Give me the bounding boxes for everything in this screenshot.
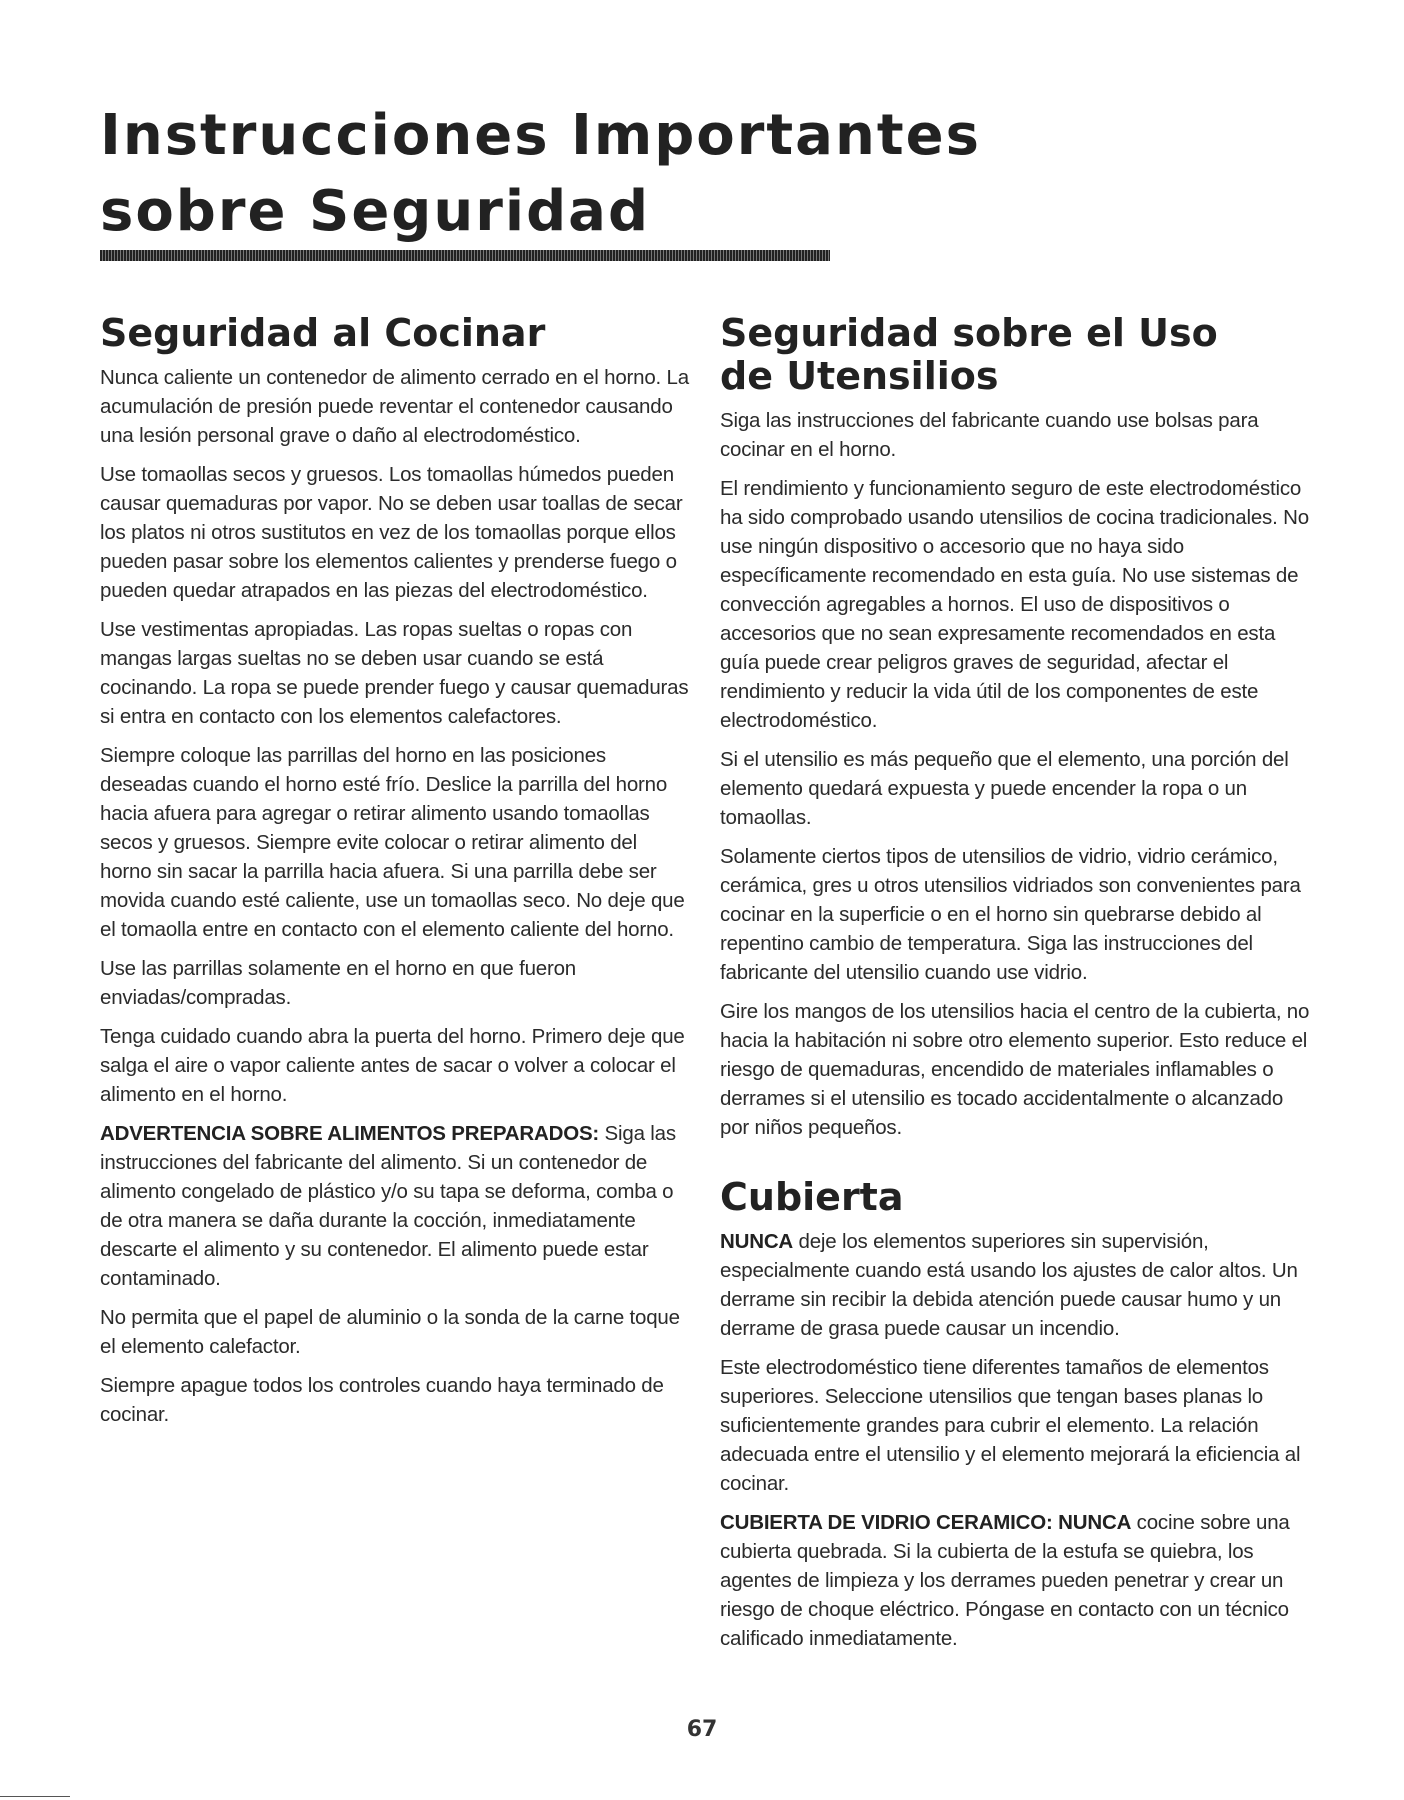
page-title	[100, 98, 1000, 250]
paragraph-text: Este electrodoméstico tiene diferentes tamaños de elementos superiores. Seleccione utensilios que tengan bases planas lo suficientemente grandes para cubrir el elemento. La relación adecuada entre el utensilio y el elemento mejorará la eficiencia al cocinar.	[720, 1356, 1301, 1495]
left-column	[100, 312, 690, 1439]
crop-mark	[0, 1796, 70, 1797]
paragraph-lead: NUNCA	[720, 1230, 794, 1253]
paragraph	[100, 460, 690, 605]
paragraph-text: Use tomaollas secos y gruesos. Los tomaollas húmedos pueden causar quemaduras por vapor. No se deben usar toallas de secar los platos ni otros sustitutos en vez de los tomaollas porque ellos pueden pasar sobre los elementos calientes y prenderse fuego o pueden quedar atrapados en las piezas del electrodoméstico.	[100, 463, 683, 602]
paragraph-text: Use las parrillas solamente en el horno en que fueron enviadas/compradas.	[100, 957, 576, 1009]
paragraph-lead: ADVERTENCIA SOBRE ALIMENTOS PREPARADOS:	[100, 1122, 600, 1145]
paragraph	[100, 1303, 690, 1361]
heading-cooking-safety: Seguridad al Cocinar	[100, 311, 546, 355]
paragraph-warning-prepared-foods	[100, 1119, 690, 1293]
paragraph	[720, 1353, 1310, 1498]
paragraph-text: cocine sobre una cubierta quebrada. Si la cubierta de la estufa se quiebra, los agentes de limpieza y los derrames pueden penetrar y crear un riesgo de choque eléctrico. Póngase en contacto con un técnico calificado inmediatamente.	[720, 1511, 1290, 1650]
paragraph-text: deje los elementos superiores sin supervisión, especialmente cuando está usando los ajustes de calor altos. Un derrame sin recibir la debida atención puede causar humo y un derrame de grasa puede causar un incendio.	[720, 1230, 1298, 1340]
paragraph-text: Solamente ciertos tipos de utensilios de vidrio, vidrio cerámico, cerámica, gres u otros utensilios vidriados son convenientes para cocinar en la superficie o en el horno sin quebrarse debido al repentino cambio de temperatura. Siga las instrucciones del fabricante del utensilio cuando use vidrio.	[720, 845, 1301, 984]
paragraph	[100, 1371, 690, 1429]
heading-line-1: Seguridad sobre el Uso	[720, 311, 1218, 355]
paragraph	[100, 1022, 690, 1109]
paragraph-text: Siga las instrucciones del fabricante del alimento. Si un contenedor de alimento congelado de plástico y/o su tapa se deforma, comba o de otra manera se daña durante la cocción, inmediatamente descarte el alimento y su contenedor. El alimento puede estar contaminado.	[100, 1122, 676, 1290]
paragraph-text: Use vestimentas apropiadas. Las ropas sueltas o ropas con mangas largas sueltas no se deben usar cuando se está cocinando. La ropa se puede prender fuego y causar quemaduras si entra en contacto con los elementos calefactores.	[100, 618, 689, 728]
paragraph-text: Siempre apague todos los controles cuando haya terminado de cocinar.	[100, 1374, 664, 1426]
paragraph-text: Gire los mangos de los utensilios hacia el centro de la cubierta, no hacia la habitación ni sobre otro elemento superior. Esto reduce el riesgo de quemaduras, encendido de materiales inflamables o derrames si el utensilio es tocado accidentalmente o alcanzado por niños pequeños.	[720, 1000, 1310, 1139]
right-column	[720, 312, 1310, 1663]
paragraph	[720, 745, 1310, 832]
paragraph-text: Tenga cuidado cuando abra la puerta del horno. Primero deje que salga el aire o vapor caliente antes de sacar o volver a colocar el alimento en el horno.	[100, 1025, 685, 1106]
paragraph	[720, 997, 1310, 1142]
title-divider	[100, 250, 830, 261]
paragraph	[100, 741, 690, 944]
page-title-line-2: sobre Seguridad	[100, 179, 651, 244]
paragraph-never-unattended	[720, 1227, 1310, 1343]
paragraph	[720, 406, 1310, 464]
paragraph-text: Si el utensilio es más pequeño que el elemento, una porción del elemento quedará expuesta y puede encender la ropa o un tomaollas.	[720, 748, 1289, 829]
paragraph-text: Nunca caliente un contenedor de alimento cerrado en el horno. La acumulación de presión puede reventar el contenedor causando una lesión personal grave o daño al electrodoméstico.	[100, 366, 689, 447]
paragraph	[720, 474, 1310, 735]
paragraph-ceramic-glass-cooktop	[720, 1508, 1310, 1653]
paragraph	[720, 842, 1310, 987]
paragraph-text: No permita que el papel de aluminio o la sonda de la carne toque el elemento calefactor.	[100, 1306, 680, 1358]
paragraph-text: Siempre coloque las parrillas del horno en las posiciones deseadas cuando el horno esté frío. Deslice la parrilla del horno hacia afuera para agregar o retirar alimento usando tomaollas secos y gruesos. Siempre evite colocar o retirar alimento del horno sin sacar la parrilla hacia afuera. Si una parrilla debe ser movida cuando esté caliente, use un tomaollas seco. No deje que el tomaolla entre en contacto con el elemento caliente del horno.	[100, 744, 685, 941]
paragraph-lead: CUBIERTA DE VIDRIO CERAMICO: NUNCA	[720, 1511, 1132, 1534]
heading-cooktop: Cubierta	[720, 1175, 904, 1219]
paragraph-text: El rendimiento y funcionamiento seguro de este electrodoméstico ha sido comprobado usando utensilios de cocina tradicionales. No use ningún dispositivo o accesorio que no haya sido específicamente recomendado en esta guía. No use sistemas de convección agregables a hornos. El uso de dispositivos o accesorios que no sean expresamente recomendados en esta guía puede crear peligros graves de seguridad, afectar el rendimiento y reducir la vida útil de los componentes de este electrodoméstico.	[720, 477, 1309, 732]
paragraph-text: Siga las instrucciones del fabricante cuando use bolsas para cocinar en el horno.	[720, 409, 1259, 461]
heading-utensil-safety	[720, 312, 1310, 398]
heading-line-2: de Utensilios	[720, 354, 999, 398]
paragraph	[100, 363, 690, 450]
page-title-line-1: Instrucciones Importantes	[100, 103, 981, 168]
page-number: 67	[686, 1717, 718, 1742]
paragraph	[100, 954, 690, 1012]
paragraph	[100, 615, 690, 731]
